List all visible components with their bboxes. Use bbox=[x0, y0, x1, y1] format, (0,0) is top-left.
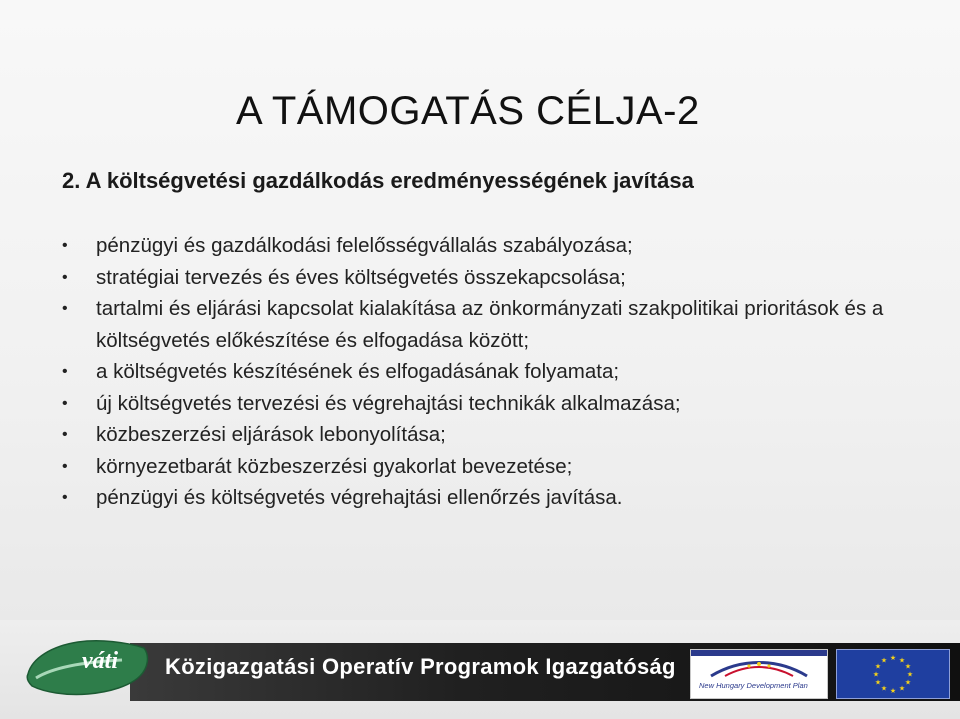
svg-text:★: ★ bbox=[880, 656, 888, 665]
bullet-list bbox=[62, 230, 922, 514]
svg-text:★: ★ bbox=[898, 656, 906, 665]
svg-text:★: ★ bbox=[872, 670, 880, 679]
bullet-dot-icon: • bbox=[62, 394, 68, 412]
bullet-item bbox=[62, 262, 922, 294]
slide-subtitle: 2. A költségvetési gazdálkodás eredményességének javítása bbox=[62, 168, 694, 193]
bullet-text: tartalmi és eljárási kapcsolat kialakítása az önkormányzati szakpolitikai prioritások és a költségvetés előkészítése és elfogadása között; bbox=[96, 297, 884, 352]
bullet-item bbox=[62, 293, 922, 356]
svg-text:★: ★ bbox=[889, 687, 897, 695]
bullet-item bbox=[62, 419, 922, 451]
svg-text:★: ★ bbox=[898, 684, 906, 693]
svg-text:★: ★ bbox=[904, 662, 912, 671]
bullet-text: pénzügyi és gazdálkodási felelősségvállalás szabályozása; bbox=[96, 234, 633, 257]
bullet-text: stratégiai tervezés és éves költségvetés összekapcsolása; bbox=[96, 265, 626, 289]
bullet-dot-icon: • bbox=[62, 300, 68, 317]
bullet-text: pénzügyi és költségvetés végrehajtási ellenőrzés javítása. bbox=[96, 486, 623, 509]
bullet-dot-icon: • bbox=[62, 489, 68, 506]
slide-title: A TÁMOGATÁS CÉLJA-2 bbox=[236, 88, 700, 133]
new-hungary-development-plan-logo bbox=[690, 649, 828, 699]
bullet-text: a költségvetés készítésének és elfogadásának folyamata; bbox=[96, 360, 620, 383]
bullet-item bbox=[62, 482, 922, 514]
footer-org-name: Közigazgatási Operatív Programok Igazgatóság bbox=[165, 654, 676, 679]
bullet-dot-icon: • bbox=[62, 268, 68, 286]
bullet-item bbox=[62, 356, 922, 388]
svg-text:★: ★ bbox=[874, 662, 882, 671]
bullet-text: közbeszerzési eljárások lebonyolítása; bbox=[96, 423, 446, 446]
bullet-text: új költségvetés tervezési és végrehajtási technikák alkalmazása; bbox=[96, 391, 681, 415]
svg-text:★: ★ bbox=[904, 678, 912, 687]
nhdp-logo-text: New Hungary Development Plan bbox=[699, 681, 808, 690]
nhdp-emblem-icon bbox=[691, 650, 827, 682]
bullet-item bbox=[62, 451, 922, 483]
bullet-item bbox=[62, 230, 922, 262]
eu-flag-icon bbox=[836, 649, 950, 699]
vati-logo-text: váti bbox=[82, 648, 118, 674]
svg-text:★: ★ bbox=[906, 670, 914, 679]
bullet-dot-icon: • bbox=[62, 426, 68, 443]
vati-logo bbox=[22, 628, 154, 708]
svg-text:★: ★ bbox=[874, 678, 882, 687]
bullet-dot-icon: • bbox=[62, 457, 68, 475]
svg-text:★: ★ bbox=[880, 684, 888, 693]
bullet-text: környezetbarát közbeszerzési gyakorlat bevezetése; bbox=[96, 454, 573, 478]
bullet-dot-icon: • bbox=[62, 363, 68, 380]
eu-stars-icon bbox=[837, 650, 949, 698]
svg-text:★: ★ bbox=[889, 654, 897, 662]
bullet-dot-icon: • bbox=[62, 237, 68, 254]
bullet-item bbox=[62, 388, 922, 420]
